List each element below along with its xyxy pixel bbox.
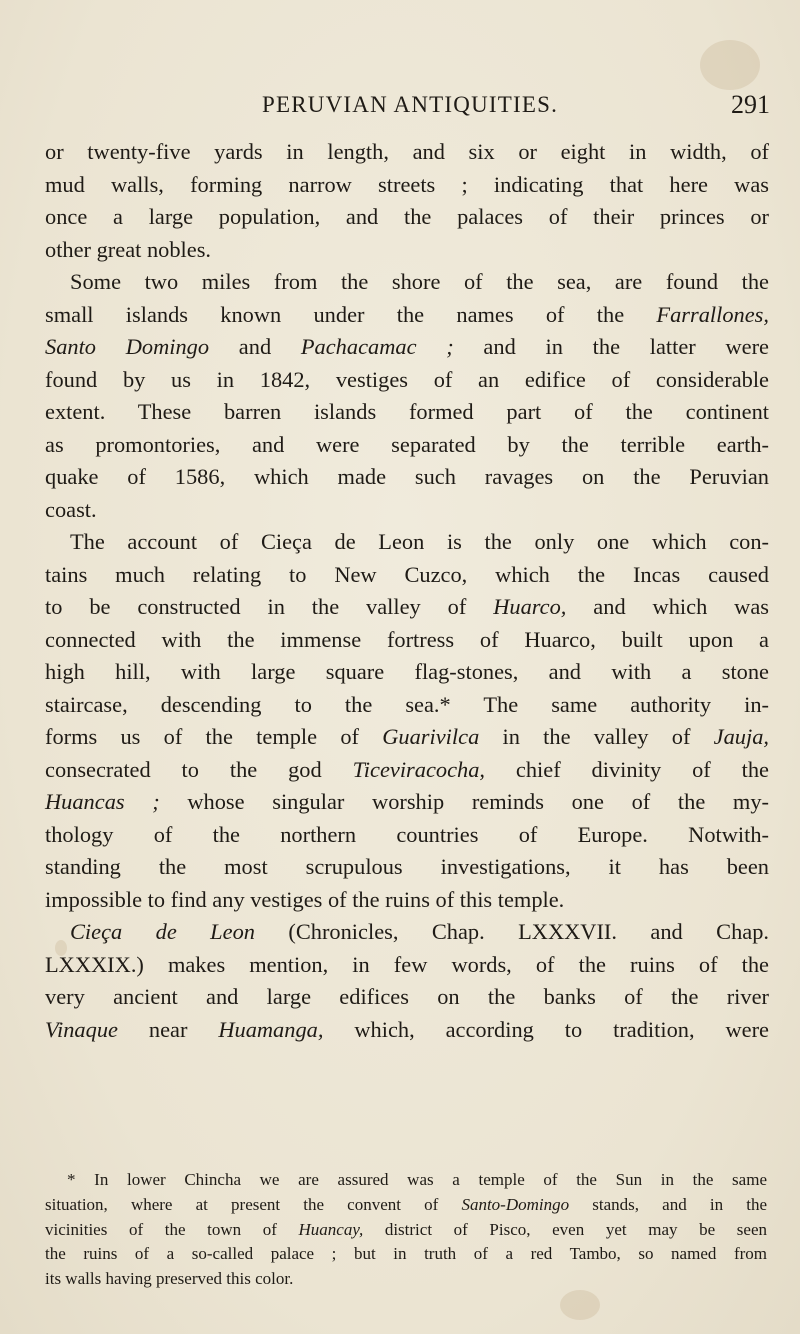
text-run: stands, and in the bbox=[569, 1194, 767, 1214]
text-line bbox=[45, 754, 769, 787]
text-run: or twenty-five yards in length, and six or eight in width, of bbox=[45, 139, 769, 164]
text-line bbox=[45, 266, 769, 299]
text-run: mud walls, forming narrow streets ; indicating that here was bbox=[45, 171, 769, 197]
text-run: consecrated to the god bbox=[45, 756, 353, 782]
text-line bbox=[45, 201, 769, 234]
text-run: coast. bbox=[45, 496, 97, 522]
text-run: extent. These barren islands formed part of the continent bbox=[45, 399, 769, 424]
text-line bbox=[45, 494, 769, 527]
text-line bbox=[45, 1014, 769, 1047]
text-run: chief divinity of the bbox=[485, 756, 769, 782]
text-line bbox=[45, 234, 769, 267]
text-run: its walls having preserved this color. bbox=[45, 1269, 294, 1289]
text-run: in the valley of bbox=[479, 724, 714, 749]
text-run: staircase, descending to the sea.* The same authority in- bbox=[45, 691, 769, 717]
text-run: found by us in 1842, vestiges of an edifice of considerable bbox=[45, 366, 769, 392]
text-run: other great nobles. bbox=[45, 236, 212, 262]
footnote-line bbox=[45, 1193, 767, 1218]
italic-text: Huarco, bbox=[493, 594, 567, 619]
footnote-line bbox=[45, 1218, 767, 1243]
italic-text: Santo Domingo bbox=[45, 334, 210, 359]
text-line bbox=[45, 981, 769, 1014]
italic-text: Guarivilca bbox=[382, 724, 480, 749]
text-run: forms us of the temple of bbox=[45, 724, 383, 749]
footnote-line bbox=[45, 1168, 767, 1193]
italic-text: Huancas ; bbox=[45, 789, 160, 814]
text-run: * In lower Chincha we are assured was a temple of the Sun in the same bbox=[67, 1170, 767, 1189]
text-run: tains much relating to New Cuzco, which the Incas caused bbox=[45, 561, 769, 587]
text-line bbox=[45, 656, 769, 689]
italic-text: Farrallones, bbox=[656, 301, 769, 327]
text-run: near bbox=[117, 1016, 219, 1042]
text-run: thology of the northern countries of Europe. Notwith- bbox=[45, 821, 769, 847]
text-line bbox=[45, 169, 769, 202]
italic-text: Pachacamac ; bbox=[300, 334, 454, 359]
text-run: connected with the immense fortress of Huarco, built upon a bbox=[45, 626, 769, 652]
text-line bbox=[45, 721, 769, 754]
footnote-line bbox=[45, 1242, 767, 1267]
text-run: and which was bbox=[566, 594, 769, 619]
text-run: and bbox=[209, 334, 301, 359]
text-run: standing the most scrupulous investigations, it has been bbox=[45, 854, 769, 879]
text-run: which, according to tradition, were bbox=[323, 1016, 769, 1042]
page-number: 291 bbox=[731, 90, 770, 119]
text-run: whose singular worship reminds one of the my- bbox=[159, 789, 769, 814]
italic-text: Huamanga, bbox=[218, 1016, 324, 1042]
text-line bbox=[45, 461, 769, 494]
text-line bbox=[45, 559, 769, 592]
text-line bbox=[45, 786, 769, 819]
text-line bbox=[45, 136, 769, 169]
text-run: impossible to find any vestiges of the ruins of this temple. bbox=[45, 886, 565, 912]
text-run: Some two miles from the shore of the sea, are found the bbox=[70, 269, 769, 294]
text-run: vicinities of the town of bbox=[45, 1219, 299, 1239]
text-line bbox=[45, 429, 769, 462]
italic-text: Cieça de Leon bbox=[70, 919, 255, 944]
paper-stain-bottom bbox=[560, 1290, 600, 1320]
text-run: The account of Cieça de Leon is the only one which con- bbox=[70, 529, 769, 554]
text-line bbox=[45, 851, 769, 884]
running-head bbox=[40, 88, 770, 122]
footnote-line bbox=[45, 1267, 767, 1292]
text-run: the ruins of a so-called palace ; but in truth of a red Tambo, so named from bbox=[45, 1244, 767, 1264]
text-run: once a large population, and the palaces of their princes or bbox=[45, 204, 769, 229]
text-line bbox=[45, 526, 769, 559]
text-run: very ancient and large edifices on the banks of the river bbox=[45, 984, 769, 1009]
text-line bbox=[45, 591, 769, 624]
text-run: district of Pisco, even yet may be seen bbox=[363, 1219, 767, 1239]
footnote bbox=[45, 1168, 767, 1292]
text-line bbox=[45, 819, 769, 852]
text-line bbox=[45, 299, 769, 332]
text-line bbox=[45, 396, 769, 429]
text-run: as promontories, and were separated by the terrible earth- bbox=[45, 431, 769, 457]
text-run: (Chronicles, Chap. LXXXVII. and Chap. bbox=[254, 919, 769, 944]
italic-text: Huancay, bbox=[298, 1219, 364, 1239]
text-run: high hill, with large square flag-stones, and with a stone bbox=[45, 659, 769, 684]
text-run: and in the latter were bbox=[453, 334, 769, 359]
body-text bbox=[45, 136, 769, 1046]
italic-text: Ticeviracocha, bbox=[352, 756, 486, 782]
paper-stain-top bbox=[700, 40, 760, 90]
running-title: PERUVIAN ANTIQUITIES. bbox=[262, 92, 559, 117]
italic-text: Jauja, bbox=[713, 724, 769, 749]
text-line bbox=[45, 624, 769, 657]
text-run: to be constructed in the valley of bbox=[45, 594, 494, 619]
text-line bbox=[45, 949, 769, 982]
text-run: LXXXIX.) makes mention, in few words, of the ruins of the bbox=[45, 951, 769, 977]
text-run: situation, where at present the convent of bbox=[45, 1194, 462, 1214]
italic-text: Santo-Domingo bbox=[461, 1194, 570, 1214]
text-line bbox=[45, 689, 769, 722]
text-run: small islands known under the names of the bbox=[45, 301, 657, 327]
text-line bbox=[45, 364, 769, 397]
text-run: quake of 1586, which made such ravages on the Peruvian bbox=[45, 464, 769, 489]
text-line bbox=[45, 884, 769, 917]
italic-text: Vinaque bbox=[45, 1016, 118, 1042]
text-line bbox=[45, 916, 769, 949]
text-line bbox=[45, 331, 769, 364]
